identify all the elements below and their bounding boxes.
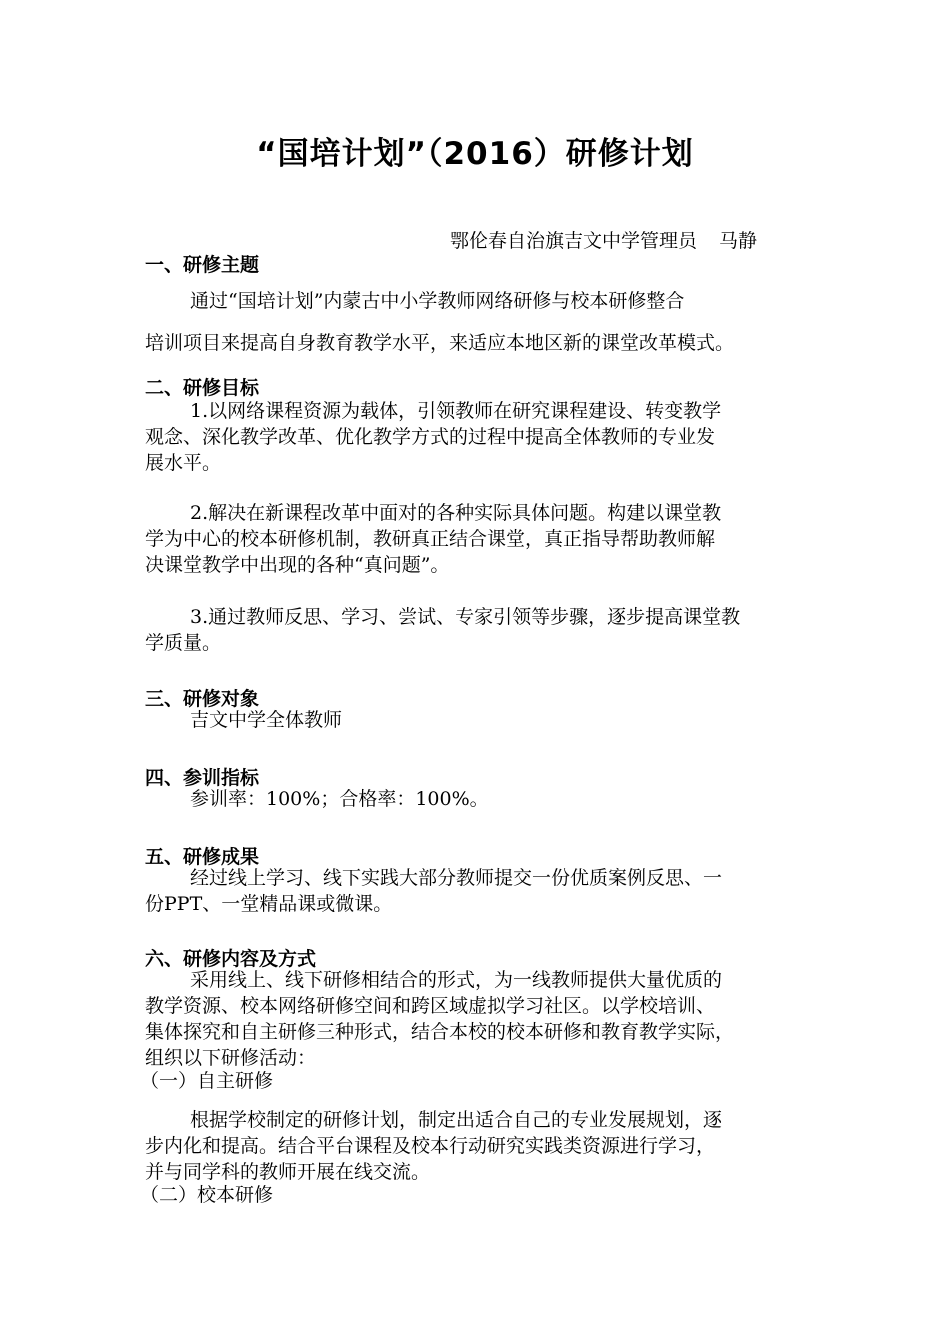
paragraph-line: 2.解决在新课程改革中面对的各种实际具体问题。构建以课堂教 (190, 502, 722, 524)
section-heading-goals: 二、研修目标 (145, 377, 260, 399)
author-line (450, 226, 757, 253)
paragraph-line: 组织以下研修活动： (145, 1047, 317, 1069)
paragraph-line: 1.以网络课程资源为载体，引领教师在研究课程建设、转变教学 (190, 400, 722, 422)
section-heading-content: 六、研修内容及方式 (145, 948, 317, 970)
paragraph-line: 教学资源、校本网络研修空间和跨区域虚拟学习社区。以学校培训、 (145, 995, 716, 1017)
paragraph-line: 决课堂教学中出现的各种“真问题”。 (145, 554, 450, 576)
paragraph-line: 步内化和提高。结合平台课程及校本行动研究实践类资源进行学习， (145, 1135, 716, 1157)
section-heading-results: 五、研修成果 (145, 846, 260, 868)
section-heading-indicator: 四、参训指标 (145, 767, 260, 789)
paragraph-line: 参训率：100%；合格率：100%。 (190, 788, 489, 810)
paragraph-line: 学为中心的校本研修机制，教研真正结合课堂，真正指导帮助教师解 (145, 528, 716, 550)
section-heading-theme: 一、研修主题 (145, 254, 260, 276)
author-organization: 鄂伦春自治旗吉文中学管理员 (450, 230, 698, 252)
paragraph-line: 份PPT、一堂精品课或微课。 (145, 893, 393, 915)
paragraph-line: 通过“国培计划”内蒙古中小学教师网络研修与校本研修整合 (190, 290, 685, 312)
paragraph-line: 学质量。 (145, 632, 222, 654)
paragraph-line: 培训项目来提高自身教育教学水平，来适应本地区新的课堂改革模式。 (145, 332, 735, 354)
paragraph-line: 经过线上学习、线下实践大部分教师提交一份优质案例反思、一 (190, 867, 723, 889)
paragraph-line: 3.通过教师反思、学习、尝试、专家引领等步骤，逐步提高课堂教 (190, 606, 741, 628)
paragraph-line: 集体探究和自主研修三种形式，结合本校的校本研修和教育教学实际， (145, 1021, 735, 1043)
paragraph-line: 吉文中学全体教师 (190, 709, 343, 731)
paragraph-line: 展水平。 (145, 452, 222, 474)
section-heading-target: 三、研修对象 (145, 688, 260, 710)
subsection-heading: （一）自主研修 (140, 1070, 274, 1092)
paragraph-line: 观念、深化教学改革、优化教学方式的过程中提高全体教师的专业发 (145, 426, 716, 448)
author-name: 马静 (719, 230, 758, 252)
document-title: “国培计划”（2016）研修计划 (256, 136, 694, 172)
paragraph-line: 并与同学科的教师开展在线交流。 (145, 1161, 431, 1183)
paragraph-line: 根据学校制定的研修计划，制定出适合自己的专业发展规划，逐 (190, 1109, 723, 1131)
subsection-heading: （二）校本研修 (140, 1184, 274, 1206)
paragraph-line: 采用线上、线下研修相结合的形式，为一线教师提供大量优质的 (190, 969, 723, 991)
